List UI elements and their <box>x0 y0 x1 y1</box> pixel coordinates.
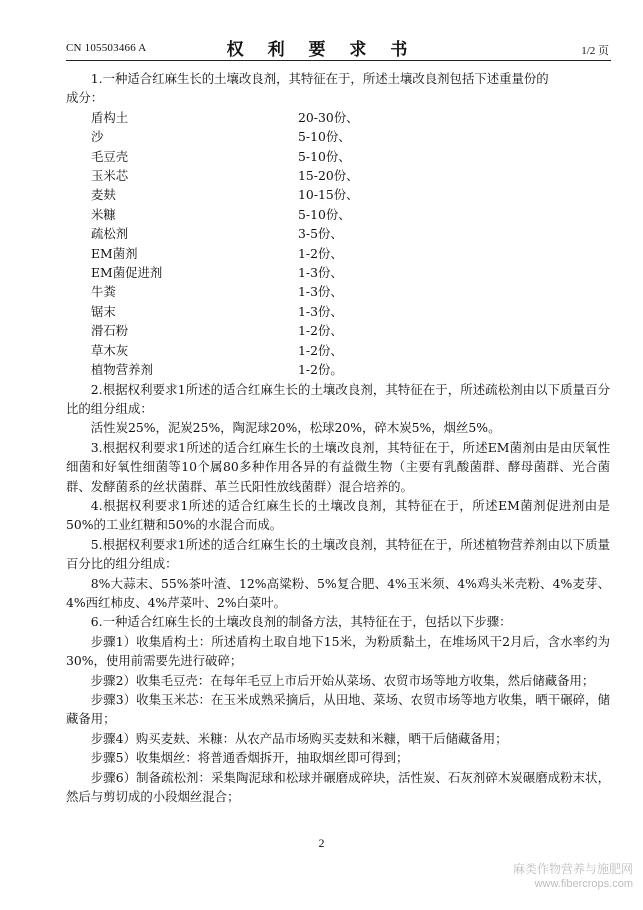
ingredient-amount: 1-3份、 <box>298 284 343 300</box>
ingredient-name: 锯末 <box>91 303 116 319</box>
claim-6-step-4: 步骤4）购买麦麸、米糠：从农产品市场购买麦麸和米糠，晒干后储藏备用； <box>90 730 508 746</box>
ingredient-amount: 1-2份、 <box>298 342 343 358</box>
ingredient-row <box>66 282 610 301</box>
ingredient-name: 植物营养剂 <box>91 362 153 378</box>
ingredient-name: 牛粪 <box>91 284 116 300</box>
ingredient-amount: 1-3份、 <box>298 265 343 281</box>
ingredient-name: 米糠 <box>91 206 116 222</box>
ingredient-row <box>66 263 610 282</box>
ingredient-amount: 5-10份、 <box>298 206 351 222</box>
claim-6-step-3: 步骤3）收集玉米芯：在玉米成熟采摘后，从田地、菜场、农贸市场等地方收集，晒干碾碎，储藏备用； <box>66 692 610 727</box>
ingredient-row <box>66 321 610 340</box>
claim-1-intro: 1.一种适合红麻生长的土壤改良剂，其特征在于，所述土壤改良剂包括下述重量份的 <box>90 71 549 86</box>
ingredient-amount: 5-10份、 <box>298 129 351 145</box>
claim-6-step-5: 步骤5）收集烟丝：将普通香烟拆开，抽取烟丝即可得到； <box>90 750 409 766</box>
claim-6-step-2: 步骤2）收集毛豆壳：在每年毛豆上市后开始从菜场、农贸市场等地方收集，然后储藏备用； <box>90 672 595 688</box>
ingredient-row <box>66 108 610 127</box>
claims-body <box>66 69 610 806</box>
ingredient-row <box>66 147 610 166</box>
page-header <box>0 0 643 58</box>
claim-6: 6.一种适合红麻生长的土壤改良剂的制备方法，其特征在于，包括以下步骤： <box>90 614 512 630</box>
claim-5: 5.根据权利要求1所述的适合红麻生长的土壤改良剂，其特征在于，所述植物营养剂由以下质量百分比的组分组成： <box>66 536 610 572</box>
ingredient-name: 毛豆壳 <box>91 148 129 164</box>
claim-5-composition: 8%大蒜末、55%茶叶渣、12%高粱粉、5%复合肥、4%玉米须、4%鸡头米壳粉、4%麦芽、4%西红柿皮、4%芹菜叶、2%白菜叶。 <box>66 575 610 610</box>
ingredient-amount: 1-2份、 <box>298 245 343 261</box>
ingredient-name: 疏松剂 <box>91 226 129 242</box>
claim-3: 3.根据权利要求1所述的适合红麻生长的土壤改良剂，其特征在于，所述EM菌剂由是由厌氧性细菌和好氧性细菌等10个属80多种作用各异的有益微生物（主要有乳酸菌群、酵母菌群、光合菌群、发酵菌系的丝状菌群、革兰氏阳性放线菌群）混合培养的。 <box>66 439 610 494</box>
claim-4: 4.根据权利要求1所述的适合红麻生长的土壤改良剂，其特征在于，所述EM菌剂促进剂由是50%的工业红糖和50%的水混合而成。 <box>66 497 610 533</box>
ingredient-name: 盾构土 <box>91 109 129 125</box>
ingredient-row <box>66 341 610 360</box>
document-number: CN 105503466 A <box>66 42 147 54</box>
ingredient-row <box>66 360 610 379</box>
claim-6-step-1: 步骤1）收集盾构土：所述盾构土取自地下15米，为粉质黏土，在堆场风干2月后，含水率约为30%，使用前需要先进行破碎； <box>66 633 610 669</box>
ingredient-name: EM菌剂 <box>91 245 138 261</box>
watermark <box>513 862 633 891</box>
ingredient-row <box>66 166 610 185</box>
watermark-url: www.fibercrops.com <box>534 878 633 890</box>
ingredient-row <box>66 127 610 146</box>
ingredient-amount: 1-2份。 <box>298 362 343 378</box>
ingredient-amount: 5-10份、 <box>298 148 351 164</box>
watermark-site-name: 麻类作物营养与施肥网 <box>512 862 633 876</box>
ingredient-amount: 20-30份、 <box>298 109 359 125</box>
claim-2: 2.根据权利要求1所述的适合红麻生长的土壤改良剂，其特征在于，所述疏松剂由以下质量百分比的组分组成： <box>66 381 610 416</box>
ingredient-amount: 1-2份、 <box>298 323 343 339</box>
ingredient-row <box>66 205 610 224</box>
ingredient-name: 玉米芯 <box>91 168 129 184</box>
claim-6-step-6: 步骤6）制备疏松剂：采集陶泥球和松球并碾磨成碎块，活性炭、石灰剂碎木炭碾磨成粉末状，然后与剪切成的小段烟丝混合； <box>66 769 610 805</box>
ingredient-name: 滑石粉 <box>91 323 129 339</box>
ingredient-row <box>66 244 610 263</box>
claim-2-composition: 活性炭25%，泥炭25%，陶泥球20%，松球20%，碎木炭5%，烟丝5%。 <box>90 420 501 436</box>
ingredient-name: 沙 <box>91 129 104 145</box>
header-divider <box>66 60 611 61</box>
ingredient-name: 草木灰 <box>91 342 129 358</box>
page-indicator: 1/2 页 <box>581 45 609 57</box>
ingredient-row <box>66 185 610 204</box>
claim-1-intro-cont: 成分： <box>66 90 104 106</box>
ingredient-row <box>66 224 610 243</box>
document-title: 权 利 要 求 书 <box>226 40 417 60</box>
ingredient-amount: 10-15份、 <box>298 187 359 203</box>
ingredient-amount: 1-3份、 <box>298 303 343 319</box>
ingredient-list <box>66 108 610 380</box>
ingredient-name: EM菌促进剂 <box>91 265 163 281</box>
ingredient-amount: 15-20份、 <box>298 168 359 184</box>
ingredient-row <box>66 302 610 321</box>
ingredient-name: 麦麸 <box>91 187 116 203</box>
page-number: 2 <box>318 836 325 850</box>
ingredient-amount: 3-5份、 <box>298 226 343 242</box>
